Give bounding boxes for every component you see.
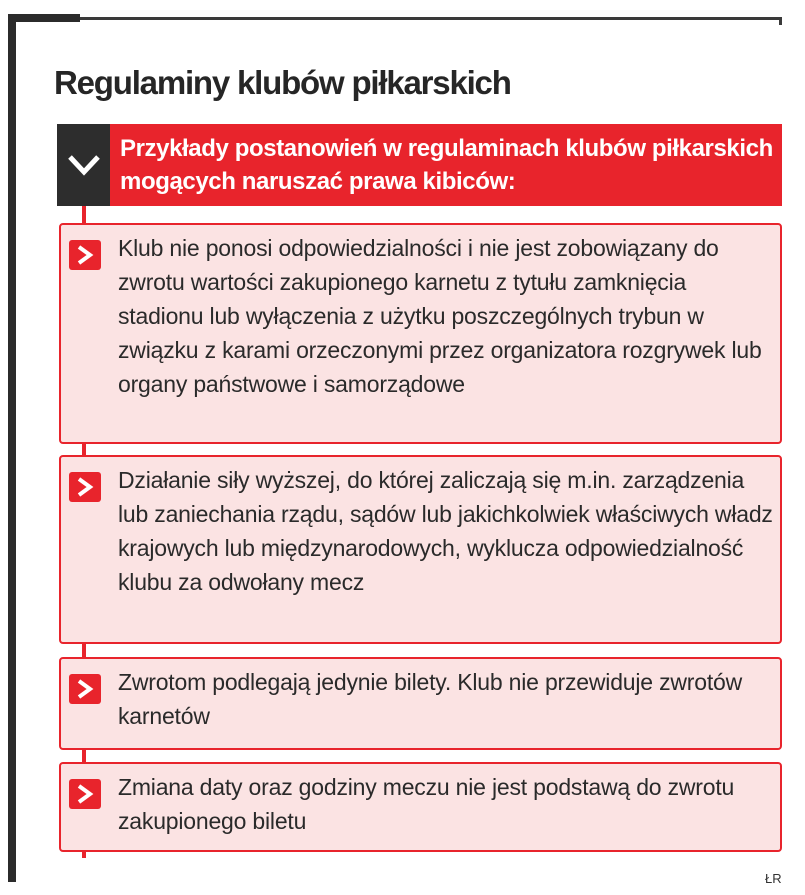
page-title: Regulaminy klubów piłkarskich [54,64,511,101]
list-item [59,455,782,644]
list-item [59,657,782,750]
list-item-text: Zmiana daty oraz godziny meczu nie jest podstawą do zwrotu zakupionego biletu [118,774,735,834]
chevron-right-icon [76,245,94,265]
header-icon-box [57,124,110,206]
chevron-right-icon [76,679,94,699]
list-item-text: Zwrotom podlegają jedynie bilety. Klub nie przewiduje zwrotów karnetów [118,669,743,729]
chevron-down-icon [67,154,101,176]
item-icon-box [69,472,101,502]
frame-top-rule [80,17,782,20]
header-text: Przykłady postanowień w regulaminach klubów piłkarskich mogących naruszać prawa kibiców: [120,135,773,195]
item-icon-box [69,674,101,704]
frame-right-tick [779,17,782,25]
list-item-text: Działanie siły wyższej, do której zaliczają się m.in. zarządzenia lub zaniechania rządu, sądów lub jakichkolwiek właściwych władz krajowych lub międzynarodowych, wyklucza odpowiedzialność klubu za odwołany mecz [118,467,773,595]
item-icon-box [69,779,101,809]
item-icon-box [69,240,101,270]
list-item-text: Klub nie ponosi odpowiedzialności i nie jest zobowiązany do zwrotu wartości zakupionego karnetu z tytułu zamknięcia stadionu lub wyłączenia z użytku poszczególnych trybun w związku z karami orzeczonymi przez organizatora rozgrywek lub organy państwowe i samorządowe [118,235,762,397]
list-item [59,223,782,444]
frame-top-bar [8,14,80,22]
author-signature: ŁR [765,871,782,886]
list-item [59,762,782,852]
chevron-right-icon [76,477,94,497]
frame-left-bar [8,14,16,882]
chevron-right-icon [76,784,94,804]
section-header [57,124,782,206]
